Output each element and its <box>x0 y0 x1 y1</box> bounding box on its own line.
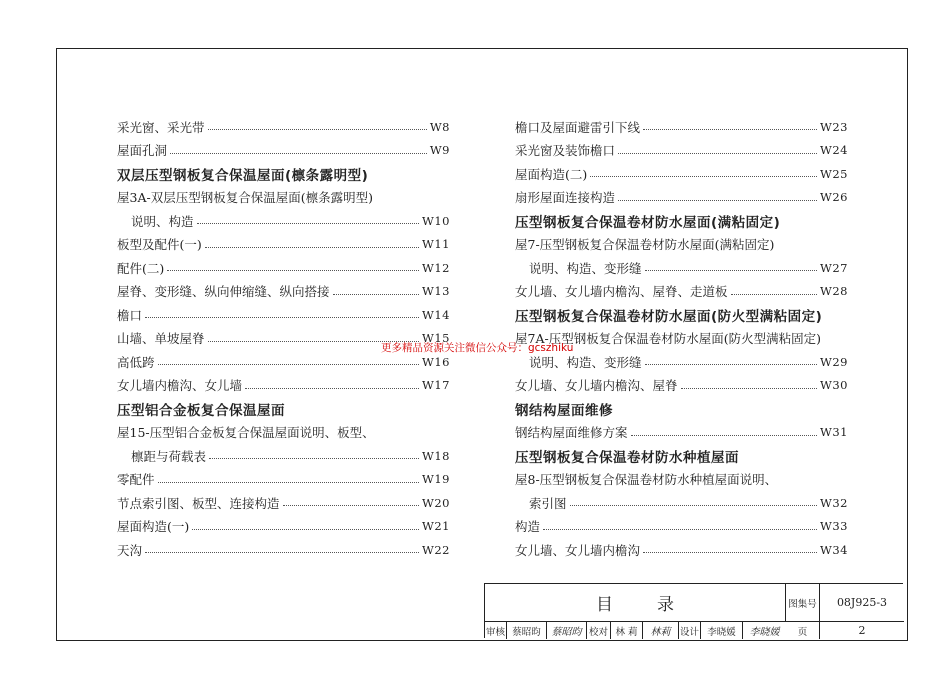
toc-entry <box>117 515 450 539</box>
toc-entry <box>515 162 848 186</box>
toc-entry-title: 屋面构造(一) <box>117 519 190 535</box>
atlas-number: 08J925-3 <box>820 584 904 622</box>
dot-leader <box>208 129 427 130</box>
toc-section-heading <box>515 444 848 468</box>
toc-entry-page: W24 <box>820 143 848 158</box>
dot-leader <box>618 153 817 154</box>
dot-leader <box>145 317 419 318</box>
toc-entry-page: W29 <box>820 354 848 369</box>
dot-leader <box>283 505 420 506</box>
toc-entry-title: 檐口 <box>117 307 143 323</box>
toc-entry-page: W11 <box>422 237 450 252</box>
toc-entry-page: W8 <box>429 119 450 134</box>
signature-row <box>485 622 786 639</box>
toc-entry-title: 檩距与荷载表 <box>131 448 207 464</box>
toc-entry <box>515 139 848 163</box>
toc-entry-page: W20 <box>422 495 450 510</box>
toc-entry-page: W27 <box>820 260 848 275</box>
toc-entry-page: W31 <box>820 425 848 440</box>
toc-entry-page: W25 <box>820 166 848 181</box>
toc-entry-page: W17 <box>422 378 450 393</box>
toc-entry-title: 压型铝合金板复合保温屋面 <box>117 402 285 419</box>
dot-leader <box>245 388 419 389</box>
toc-entry-page: W32 <box>820 495 848 510</box>
dot-leader <box>643 552 817 553</box>
toc-entry-page: W16 <box>422 354 450 369</box>
toc-entry <box>117 374 450 398</box>
toc-entry-title: 屋脊、变形缝、纵向伸缩缝、纵向搭接 <box>117 284 330 300</box>
toc-entry <box>515 280 848 304</box>
toc-entry <box>515 468 848 492</box>
toc-entry-page: W34 <box>820 542 848 557</box>
toc-entry-title: 索引图 <box>529 495 567 511</box>
dot-leader <box>158 364 420 365</box>
toc-entry-page: W21 <box>422 519 450 534</box>
dot-leader <box>731 294 818 295</box>
sig-name-design: 李晓媛 <box>701 622 743 639</box>
toc-entry-page: W28 <box>820 284 848 299</box>
toc-entry-title: 零配件 <box>117 472 155 488</box>
toc-entry-title: 板型及配件(一) <box>117 237 202 253</box>
toc-section-heading <box>515 209 848 233</box>
toc-entry-title: 女儿墙内檐沟、女儿墙 <box>117 378 243 394</box>
toc-entry-title: 构造 <box>515 519 541 535</box>
toc-right-column <box>515 115 848 562</box>
toc-entry-page: W19 <box>422 472 450 487</box>
toc-entry <box>515 421 848 445</box>
dot-leader <box>192 529 419 530</box>
toc-entry-page: W22 <box>422 542 450 557</box>
dot-leader <box>618 200 817 201</box>
toc-entry-title: 双层压型钢板复合保温屋面(檩条露明型) <box>117 167 369 184</box>
toc-section-heading <box>117 397 450 421</box>
sig-name-review: 蔡昭昀 <box>507 622 547 639</box>
title-char: 目 <box>596 595 613 615</box>
toc-entry-page: W26 <box>820 190 848 205</box>
page-number: 2 <box>858 624 866 637</box>
dot-leader <box>170 153 427 154</box>
title-char: 录 <box>657 595 674 615</box>
watermark-text: 更多精品资源关注微信公众号：gcszhiku <box>381 342 574 354</box>
atlas-label: 图集号 <box>786 584 820 622</box>
toc-entry <box>515 491 848 515</box>
dot-leader <box>209 458 419 459</box>
dot-leader <box>681 388 818 389</box>
dot-leader <box>333 294 420 295</box>
page-label: 页 <box>786 622 820 639</box>
sig-signature-check: 林莉 <box>643 622 679 639</box>
toc-entry <box>117 421 450 445</box>
toc-entry-title: 天沟 <box>117 542 143 558</box>
toc-entry-page: W15 <box>422 331 450 346</box>
toc-entry-title: 屋面构造(二) <box>515 166 588 182</box>
toc-entry <box>515 115 848 139</box>
sig-role-review: 审核 <box>485 622 507 639</box>
toc-entry <box>515 186 848 210</box>
dot-leader <box>590 176 817 177</box>
toc-left-column <box>117 115 450 562</box>
toc-entry-title: 说明、构造、变形缝 <box>529 354 642 370</box>
toc-entry-title: 压型钢板复合保温卷材防水种植屋面 <box>515 449 739 466</box>
toc-entry-page: W30 <box>820 378 848 393</box>
toc-entry <box>515 233 848 257</box>
dot-leader <box>543 529 817 530</box>
dot-leader <box>643 129 817 130</box>
dot-leader <box>645 364 818 365</box>
toc-section-heading <box>515 397 848 421</box>
toc-entry-title: 钢结构屋面维修 <box>515 402 613 419</box>
toc-entry-title: 屋3A-双层压型钢板复合保温屋面(檩条露明型) <box>117 190 373 206</box>
toc-entry-title: 扇形屋面连接构造 <box>515 190 616 206</box>
dot-leader <box>205 247 419 248</box>
dot-leader <box>158 482 420 483</box>
toc-entry <box>117 233 450 257</box>
toc-entry <box>117 538 450 562</box>
dot-leader <box>197 223 420 224</box>
toc-entry-title: 屋15-压型铝合金板复合保温屋面说明、板型、 <box>117 425 375 441</box>
toc-entry <box>117 303 450 327</box>
toc-entry-title: 女儿墙、女儿墙内檐沟、屋脊 <box>515 378 678 394</box>
toc-entry <box>515 374 848 398</box>
toc-entry <box>117 280 450 304</box>
toc-section-heading <box>515 303 848 327</box>
toc-entry-title: 女儿墙、女儿墙内檐沟、屋脊、走道板 <box>515 284 728 300</box>
toc-entry-page: W23 <box>820 119 848 134</box>
toc-entry <box>117 115 450 139</box>
toc-entry <box>117 139 450 163</box>
toc-entry-title: 高低跨 <box>117 354 155 370</box>
toc-entry-page: W33 <box>820 519 848 534</box>
dot-leader <box>645 270 818 271</box>
dot-leader <box>631 435 818 436</box>
toc-entry-title: 配件(二) <box>117 260 165 276</box>
toc-section-heading <box>117 162 450 186</box>
toc-entry-title: 钢结构屋面维修方案 <box>515 425 628 441</box>
toc-entry <box>117 256 450 280</box>
dot-leader <box>570 505 818 506</box>
dot-leader <box>167 270 419 271</box>
toc-entry-page: W10 <box>422 213 450 228</box>
toc-entry-title: 说明、构造 <box>131 213 194 229</box>
title-block-title <box>485 584 786 622</box>
toc-entry <box>117 468 450 492</box>
toc-entry-title: 采光窗及装饰檐口 <box>515 143 616 159</box>
toc-entry-page: W13 <box>422 284 450 299</box>
toc-entry-page: W9 <box>429 143 450 158</box>
toc-entry-title: 屋8-压型钢板复合保温卷材防水种植屋面说明、 <box>515 472 778 488</box>
toc-entry-title: 压型钢板复合保温卷材防水屋面(满粘固定) <box>515 214 781 231</box>
sig-name-check: 林 莉 <box>611 622 643 639</box>
dot-leader <box>145 552 419 553</box>
sig-role-check: 校对 <box>587 622 611 639</box>
toc-entry-title: 说明、构造、变形缝 <box>529 260 642 276</box>
toc-entry <box>515 515 848 539</box>
toc-entry-page: W14 <box>422 307 450 322</box>
sig-signature-review: 蔡昭昀 <box>547 622 587 639</box>
toc-entry-title: 节点索引图、板型、连接构造 <box>117 495 280 511</box>
toc-entry <box>117 209 450 233</box>
toc-entry-title: 屋7A-压型钢板复合保温卷材防水屋面(防火型满粘固定) <box>515 331 821 347</box>
toc-entry-page: W18 <box>422 448 450 463</box>
sig-signature-design: 李晓媛 <box>749 627 780 638</box>
toc-entry-title: 屋7-压型钢板复合保温卷材防水屋面(满粘固定) <box>515 237 775 253</box>
toc-entry <box>515 538 848 562</box>
toc-entry <box>117 444 450 468</box>
sig-role-design: 设计 <box>679 622 701 639</box>
toc-entry <box>117 186 450 210</box>
toc-entry <box>117 491 450 515</box>
toc-entry-title: 屋面孔洞 <box>117 143 168 159</box>
title-block <box>484 583 903 638</box>
toc-entry-title: 山墙、单坡屋脊 <box>117 331 205 347</box>
toc-entry <box>515 256 848 280</box>
toc-entry-title: 女儿墙、女儿墙内檐沟 <box>515 542 641 558</box>
toc-entry-title: 采光窗、采光带 <box>117 119 205 135</box>
toc-entry-title: 檐口及屋面避雷引下线 <box>515 119 641 135</box>
toc-entry-title: 压型钢板复合保温卷材防水屋面(防火型满粘固定) <box>515 308 823 325</box>
toc-entry-page: W12 <box>422 260 450 275</box>
